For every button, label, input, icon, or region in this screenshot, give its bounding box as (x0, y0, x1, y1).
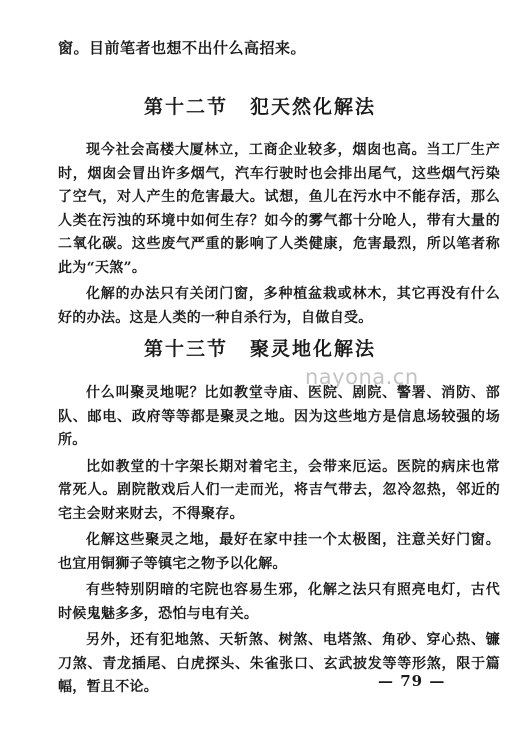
paragraph: 有些特别阴暗的宅院也容易生邪，化解之法只有照亮电灯，古代时候鬼魅多多，恐怕与电有关。 (58, 582, 500, 622)
paragraph: 什么叫聚灵地呢？比如教堂寺庙、医院、剧院、警署、消防、部队、邮电、政府等等都是聚灵之地。因为这些地方是信息场较强的场所。 (58, 385, 500, 448)
watermark: nayona.cn (305, 365, 419, 389)
section-heading-13 (0, 334, 520, 361)
section-number: 第十三节 (143, 338, 228, 360)
section-number: 第十二节 (143, 96, 228, 118)
section-title: 聚灵地化解法 (250, 338, 377, 360)
section-heading-12 (0, 92, 520, 119)
paragraph: 化解这些聚灵之地，最好在家中挂一个太极图，注意关好门窗。也宜用铜狮子等镇宅之物予以化解。 (58, 532, 500, 572)
paragraph: 另外，还有犯地煞、天斩煞、树煞、电塔煞、角砂、穿心热、镰刀煞、青龙插尾、白虎探头、朱雀张口、玄武披发等等形煞，限于篇幅，暂且不论。 (58, 632, 500, 695)
paragraph: 化解的办法只有关闭门窗，多种植盆栽或林木，其它再没有什么好的办法。这是人类的一种自杀行为，自做自受。 (58, 286, 500, 326)
paragraph: 现今社会高楼大厦林立，工商企业较多，烟囱也高。当工厂生产时，烟囱会冒出许多烟气，汽车行驶时也会排出尾气，这些烟气污染了空气，对人产生的危害最大。试想，鱼儿在污水中不能存活，那么人类在污浊的环境中如何生存？如今的雾气都十分呛人，带有大量的二氧化碳。这些废气严重的影响了人类健康，危害最烈，所以笔者称此为“天煞”。 (58, 142, 500, 276)
paragraph: 比如教堂的十字架长期对着宅主，会带来厄运。医院的病床也常常死人。剧院散戏后人们一走而光，将吉气带去，忽冷忽热，邻近的宅主会财来财去，不得聚存。 (58, 458, 500, 522)
section-title: 犯天然化解法 (250, 96, 377, 118)
continued-text: 窗。目前笔者也想不出什么高招来。 (58, 39, 307, 57)
section-body-12 (58, 139, 500, 333)
page-number: — 79 — (378, 672, 446, 690)
section-body-13 (58, 382, 500, 703)
